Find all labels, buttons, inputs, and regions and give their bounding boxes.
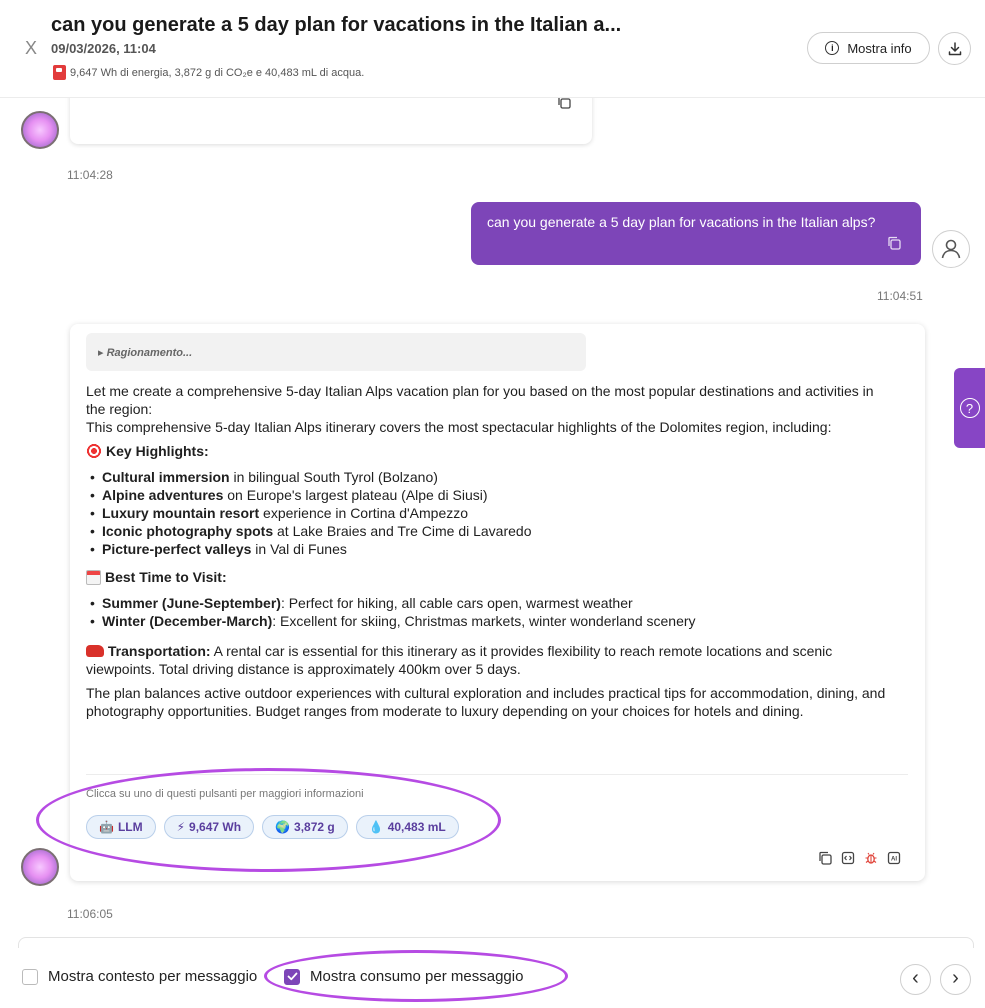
fuel-pump-icon (53, 65, 66, 80)
copy-icon[interactable] (818, 851, 832, 865)
info-icon: i (825, 41, 839, 55)
llm-chip-label: LLM (117, 820, 143, 834)
bot-response-content (86, 382, 896, 726)
message-actions (818, 851, 901, 865)
energy-chip-label: 9,647 Wh (189, 820, 242, 834)
show-consumption-label: Mostra consumo per messaggio (310, 968, 524, 985)
droplet-icon: 💧 (368, 820, 384, 834)
page-title: can you generate a 5 day plan for vacations in the Italian a... (51, 14, 622, 36)
header (0, 0, 985, 98)
footer (0, 948, 985, 1008)
user-icon (939, 237, 963, 261)
transport-paragraph (86, 642, 896, 678)
conversation-datetime: 09/03/2026, 11:04 (51, 41, 156, 56)
list-item: • Picture-perfect valleys in Val di Funes (102, 540, 896, 558)
highlights-list (86, 468, 896, 558)
list-item: • Iconic photography spots at Lake Braies and Tre Cime di Lavaredo (102, 522, 896, 540)
chevron-left-icon: ‹ (912, 967, 919, 989)
list-item: • Alpine adventures on Europe's largest plateau (Alpe di Siusi) (102, 486, 896, 504)
list-item: • Cultural immersion in bilingual South Tyrol (Bolzano) (102, 468, 896, 486)
target-icon (86, 443, 102, 459)
bot-response-time: 11:06:05 (67, 907, 113, 921)
copy-icon[interactable] (887, 236, 901, 250)
ai-icon[interactable] (887, 851, 901, 865)
consumption-summary (53, 65, 364, 80)
lightning-icon: ⚡ (176, 820, 186, 834)
intro-paragraph-1: Let me create a comprehensive 5-day Italian Alps vacation plan for you based on the most popular destinations and activities in the region: (86, 383, 874, 417)
consumption-text: 9,647 Wh di energia, 3,872 g di CO₂e e 40,483 mL di acqua. (70, 66, 365, 79)
code-icon[interactable] (841, 851, 855, 865)
bug-icon[interactable] (864, 851, 878, 865)
chat-area[interactable] (0, 98, 985, 948)
list-item: • Luxury mountain resort experience in Cortina d'Ampezzo (102, 504, 896, 522)
water-chip[interactable] (356, 815, 459, 839)
globe-icon: 🌍 (275, 820, 291, 834)
list-item: • Winter (December-March): Excellent for skiing, Christmas markets, winter wonderland scenery (102, 612, 896, 630)
info-chips (86, 815, 459, 839)
water-chip-label: 40,483 mL (387, 820, 446, 834)
co2-chip-label: 3,872 g (294, 820, 335, 834)
close-button[interactable]: X (24, 37, 37, 58)
co2-chip[interactable] (262, 815, 348, 839)
reasoning-toggle[interactable]: ▸ Ragionamento... (86, 333, 586, 371)
transport-text: A rental car is essential for this itinerary as it provides flexibility to reach remote locations and scenic viewpoints. Total driving distance is approximately 400km over 5 days. (86, 643, 833, 677)
previous-button[interactable] (900, 964, 931, 995)
help-tab[interactable] (954, 368, 985, 448)
best-time-list (86, 594, 896, 630)
download-icon (948, 42, 962, 56)
closing-paragraph: The plan balances active outdoor experiences with cultural exploration and includes practical tips for accommodation, dining, and photography opportunities. Budget ranges from moderate to luxury depending on your choices for hotels and dining. (86, 685, 886, 719)
list-item: • Summer (June-September): Perfect for hiking, all cable cars open, warmest weather (102, 594, 896, 612)
user-message-bubble (471, 202, 921, 265)
highlights-heading (86, 442, 896, 460)
car-icon (86, 645, 104, 657)
best-time-heading-text: Best Time to Visit: (105, 569, 227, 585)
user-message-time: 11:04:51 (877, 289, 923, 303)
calendar-icon (86, 570, 101, 585)
show-consumption-checkbox[interactable] (284, 969, 300, 985)
help-icon: ? (960, 398, 980, 418)
check-icon (287, 971, 298, 982)
svg-text:AI: AI (891, 856, 897, 863)
best-time-heading (86, 568, 896, 586)
user-avatar (932, 230, 970, 268)
download-button[interactable] (938, 32, 971, 65)
show-info-label: Mostra info (847, 40, 912, 56)
show-context-checkbox[interactable] (22, 969, 38, 985)
llm-chip[interactable] (86, 815, 156, 839)
show-info-button[interactable] (807, 32, 930, 64)
chevron-right-icon: › (952, 967, 959, 989)
user-message-text: can you generate a 5 day plan for vacations in the Italian alps? (487, 214, 876, 230)
show-context-option[interactable] (22, 968, 257, 985)
bot-response-bubble (70, 324, 925, 881)
bot-avatar (21, 111, 59, 149)
bot-greeting-time: 11:04:28 (67, 168, 113, 182)
show-consumption-option[interactable] (284, 968, 523, 985)
divider (86, 774, 908, 775)
intro-paragraph-2: This comprehensive 5-day Italian Alps itinerary covers the most spectacular highlights of the Dolomites region, including: (86, 419, 832, 435)
transport-heading: Transportation: (107, 643, 211, 659)
energy-chip[interactable] (164, 815, 254, 839)
next-button[interactable] (940, 964, 971, 995)
show-context-label: Mostra contesto per messaggio (48, 968, 258, 985)
highlights-heading-text: Key Highlights: (106, 443, 209, 459)
robot-icon: 🤖 (99, 820, 114, 834)
chips-hint: Clicca su uno di questi pulsanti per maggiori informazioni (86, 788, 364, 800)
bot-avatar (21, 848, 59, 886)
